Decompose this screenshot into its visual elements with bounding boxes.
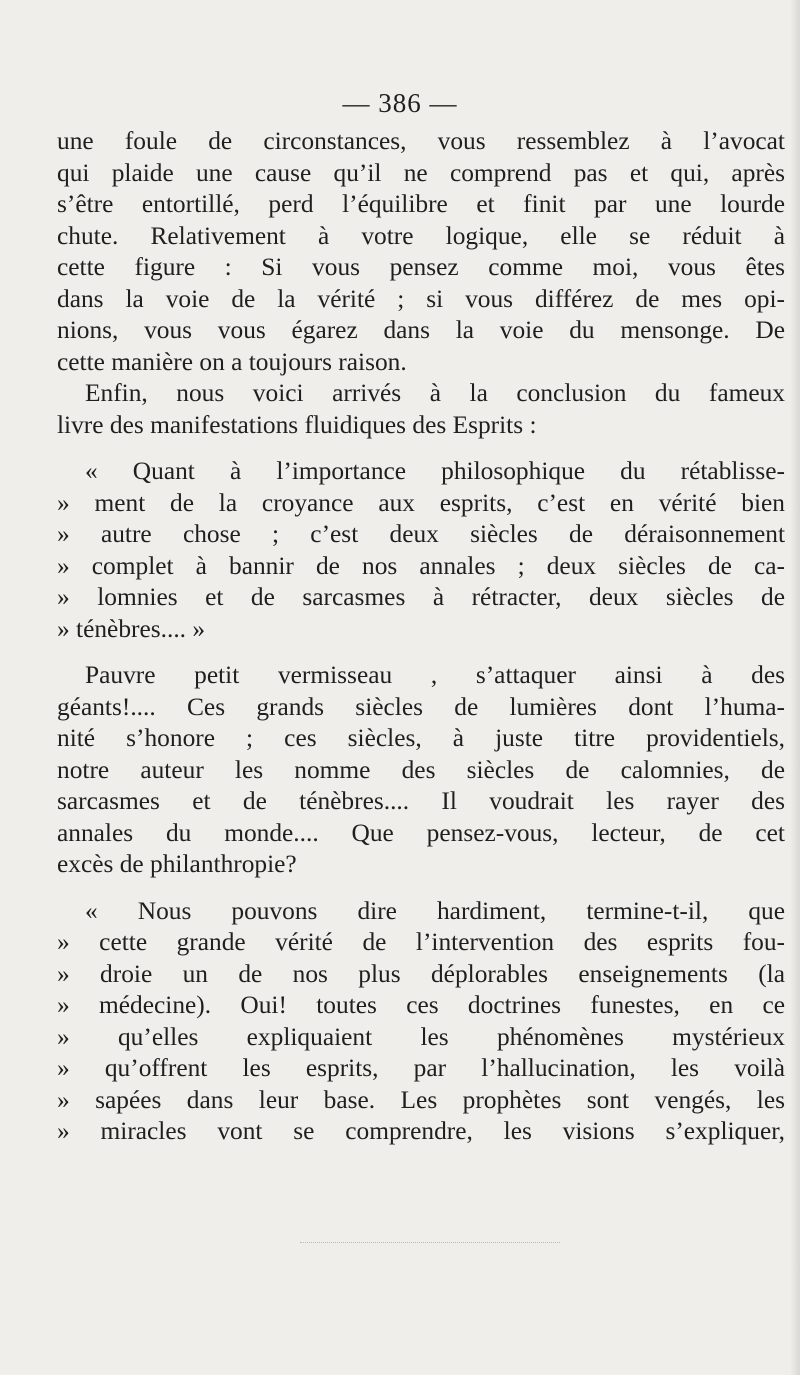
text-line: nions, vous vous égarez dans la voie du mensonge. De xyxy=(57,316,785,344)
body-text xyxy=(57,126,785,1148)
page-edge xyxy=(790,0,800,1375)
quote-line: » droie un de nos plus déplorables enseignements (la xyxy=(57,959,785,988)
quote-line: « Quant à l’importance philosophique du rétablisse- xyxy=(85,457,785,485)
quote-line: » sapées dans leur base. Les prophètes sont vengés, les xyxy=(57,1085,785,1114)
text-line: une foule de circonstances, vous ressemblez à l’avocat xyxy=(57,127,785,155)
paragraph-conclusion-cont xyxy=(57,410,785,442)
bottom-marks xyxy=(300,1242,560,1245)
quotation-2-cont xyxy=(57,927,785,1148)
text-line: s’être entortillé, perd l’équilibre et finit par une lourde xyxy=(57,190,785,218)
quote-line: » autre chose ; c’est deux siècles de déraisonnement xyxy=(57,520,785,548)
text-line: sarcasmes et de ténèbres.... Il voudrait les rayer des xyxy=(57,787,785,815)
paragraph-avocat xyxy=(57,126,785,378)
text-line: nité s’honore ; ces siècles, à juste titre providentiels, xyxy=(57,724,785,752)
text-line: excès de philanthropie? xyxy=(57,850,297,878)
text-line: cette figure : Si vous pensez comme moi, vous êtes xyxy=(57,253,785,281)
quote-line: » qu’elles expliquaient les phénomènes mystérieux xyxy=(57,1022,785,1051)
paragraph-vermisseau-cont xyxy=(57,692,785,881)
quote-line: » miracles vont se comprendre, les visions s’expliquer, xyxy=(57,1117,785,1145)
quote-line: » qu’offrent les esprits, par l’hallucination, les voilà xyxy=(57,1054,785,1082)
text-line: qui plaide une cause qu’il ne comprend pas et qui, après xyxy=(57,158,785,187)
page-number: — 386 — xyxy=(342,88,458,118)
text-line: Enfin, nous voici arrivés à la conclusion du fameux xyxy=(85,379,785,407)
quote-line: » ténèbres.... » xyxy=(57,614,206,643)
paragraph-vermisseau xyxy=(57,660,785,692)
quotation-1 xyxy=(57,456,785,488)
text-line: géants!.... Ces grands siècles de lumières dont l’huma- xyxy=(57,692,785,721)
quote-line: » médecine). Oui! toutes ces doctrines funestes, en ce xyxy=(57,991,785,1019)
text-line: cette manière on a toujours raison. xyxy=(57,347,407,376)
quotation-1-cont xyxy=(57,488,785,646)
text-line: dans la voie de la vérité ; si vous différez de mes opi- xyxy=(57,284,785,313)
text-line: annales du monde.... Que pensez-vous, lecteur, de cet xyxy=(57,818,785,847)
quotation-2 xyxy=(57,896,785,928)
quote-line: » lomnies et de sarcasmes à rétracter, deux siècles de xyxy=(57,583,785,611)
quote-line: » complet à bannir de nos annales ; deux siècles de ca- xyxy=(57,551,785,580)
text-line: livre des manifestations fluidiques des Esprits : xyxy=(57,410,537,439)
quote-line: » cette grande vérité de l’intervention des esprits fou- xyxy=(57,928,785,956)
paragraph-conclusion xyxy=(57,378,785,410)
text-line: chute. Relativement à votre logique, elle se réduit à xyxy=(57,221,785,250)
text-line: notre auteur les nomme des siècles de calomnies, de xyxy=(57,755,785,784)
quote-line: « Nous pouvons dire hardiment, termine-t-il, que xyxy=(85,896,785,925)
text-line: Pauvre petit vermisseau , s’attaquer ainsi à des xyxy=(85,661,785,689)
quote-line: » ment de la croyance aux esprits, c’est en vérité bien xyxy=(57,488,785,517)
